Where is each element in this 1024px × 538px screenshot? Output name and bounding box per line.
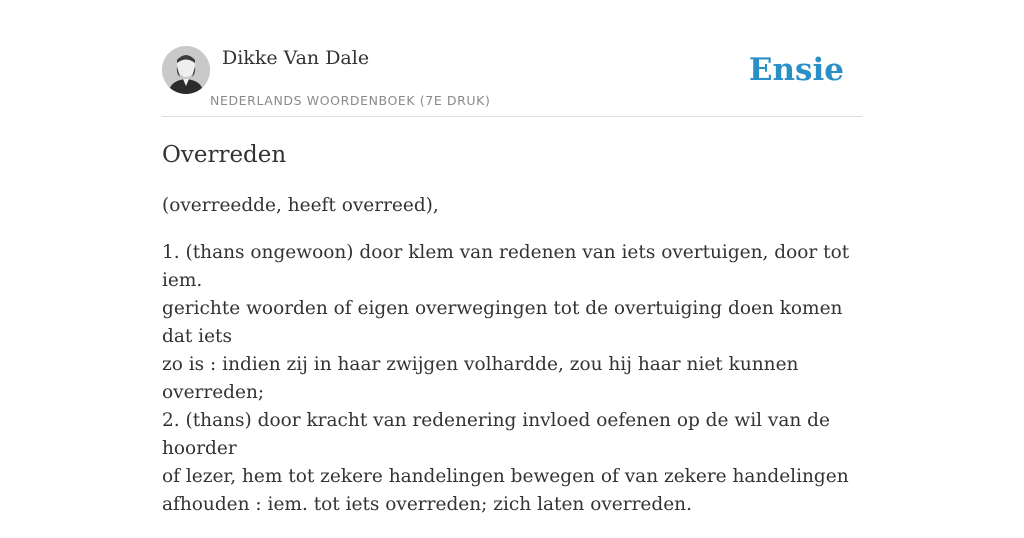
entry-card [162,0,862,515]
definition-line: afhouden : iem. tot iets overreden; zich laten overreden. [162,494,692,515]
ensie-logo-link[interactable]: Ensie [748,52,844,88]
definition-line: 2. (thans) door kracht van redenering invloed oefenen op de wil van de hoorder [162,410,830,459]
author-avatar[interactable] [162,46,210,94]
entry-header [162,0,862,117]
entry-grammar: (overreedde, heeft overreed), [162,195,439,216]
definition-line: of lezer, hem tot zekere handelingen bewegen of van zekere handelingen [162,466,849,487]
author-name-link[interactable]: Dikke Van Dale [222,47,370,69]
dictionary-source: NEDERLANDS WOORDENBOEK (7E DRUK) [210,93,491,108]
definition-line: 1. (thans ongewoon) door klem van redenen van iets overtuigen, door tot iem. [162,242,850,291]
definition-line: zo is : indien zij in haar zwijgen volhardde, zou hij haar niet kunnen overreden; [162,354,799,403]
definition-line: gerichte woorden of eigen overwegingen tot de overtuiging doen komen dat iets [162,298,843,347]
entry-body [162,192,862,538]
portrait-avatar-icon [162,46,210,94]
entry-definition [162,239,862,519]
entry-term: Overreden [162,142,287,168]
